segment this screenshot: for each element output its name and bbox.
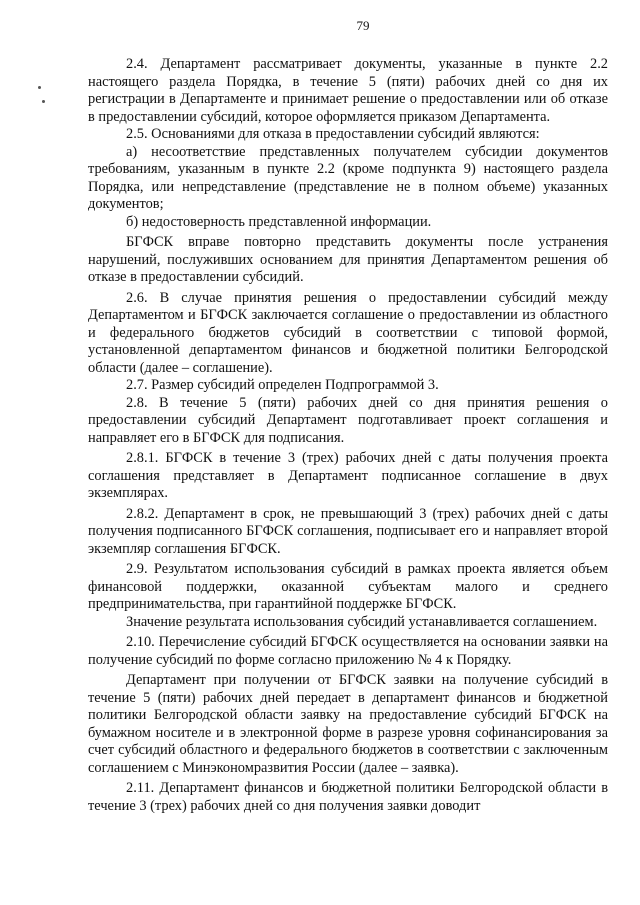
paragraph-2-5-b: б) недостоверность представленной информации. [126, 213, 432, 230]
scan-speck [42, 100, 45, 103]
paragraph-2-7: 2.7. Размер субсидий определен Подпрограммой 3. [126, 377, 439, 393]
paragraph-application: Департамент при получении от БГФСК заявки на получение субсидий в течение 5 (пяти) рабочих дней передает в департамент финансов и бюджетной политики Белгородской области заявку на предоставление субсидий БГФСК на бумажном носителе и в электронной форме в разрезе уровня софинансирования за счет субсидий областного и федерального бюджетов в соответствии с заключенным соглашением с Минэкономразвития России (далее – заявка). [88, 672, 608, 776]
scan-speck [38, 86, 41, 89]
paragraph-2-5: 2.5. Основаниями для отказа в предоставлении субсидий являются: [126, 126, 540, 142]
paragraph-2-9: 2.9. Результатом использования субсидий в рамках проекта является объем финансовой поддержки, оказанной субъектам малого и среднего предпринимательства, при гарантийной поддержке БГФСК. [88, 561, 608, 612]
document-body [88, 56, 608, 815]
paragraph-2-5-a: а) несоответствие представленных получателем субсидии документов требованиям, указанным в пункте 2.2 (кроме подпункта 9) настоящего раздела Порядка, или непредставление (представление не в полном объеме) указанных документов; [88, 143, 608, 212]
paragraph-resubmit: БГФСК вправе повторно представить документы после устранения нарушений, послуживших основанием для принятия Департаментом решения об отказе в предоставлении субсидий. [88, 234, 608, 285]
paragraph-2-8-2: 2.8.2. Департамент в срок, не превышающий 3 (трех) рабочих дней с даты получения подписанного БГФСК соглашения, подписывает его и направляет второй экземпляр соглашения БГФСК. [88, 505, 608, 557]
paragraph-result-value: Значение результата использования субсидий устанавливается соглашением. [126, 613, 598, 630]
paragraph-2-11: 2.11. Департамент финансов и бюджетной политики Белгородской области в течение 3 (трех) рабочих дней со дня получения заявки доводит [88, 780, 608, 814]
paragraph-2-8-1: 2.8.1. БГФСК в течение 3 (трех) рабочих дней с даты получения проекта соглашения представляет в Департамент подписанное соглашение в двух экземплярах. [88, 450, 608, 501]
paragraph-2-8: 2.8. В течение 5 (пяти) рабочих дней со дня принятия решения о предоставлении субсидий Департамент подготавливает проект соглашения и направляет его в БГФСК для подписания. [88, 394, 608, 446]
paragraph-2-10: 2.10. Перечисление субсидий БГФСК осуществляется на основании заявки на получение субсидий по форме согласно приложению № 4 к Порядку. [88, 634, 608, 668]
paragraph-2-4: 2.4. Департамент рассматривает документы, указанные в пункте 2.2 настоящего раздела Порядка, в течение 5 (пяти) рабочих дней со дня их регистрации в Департаменте и принимает решение о предоставлении или об отказе в предоставлении субсидий, которое оформляется приказом Департамента. [88, 56, 608, 125]
page-number: 79 [356, 18, 370, 33]
paragraph-2-6: 2.6. В случае принятия решения о предоставлении субсидий между Департаментом и БГФСК заключается соглашение о предоставлении из областного и федерального бюджетов субсидий в соответствии с типовой формой, установленной департаментом финансов и бюджетной политики Белгородской области (далее – соглашение). [88, 289, 608, 376]
